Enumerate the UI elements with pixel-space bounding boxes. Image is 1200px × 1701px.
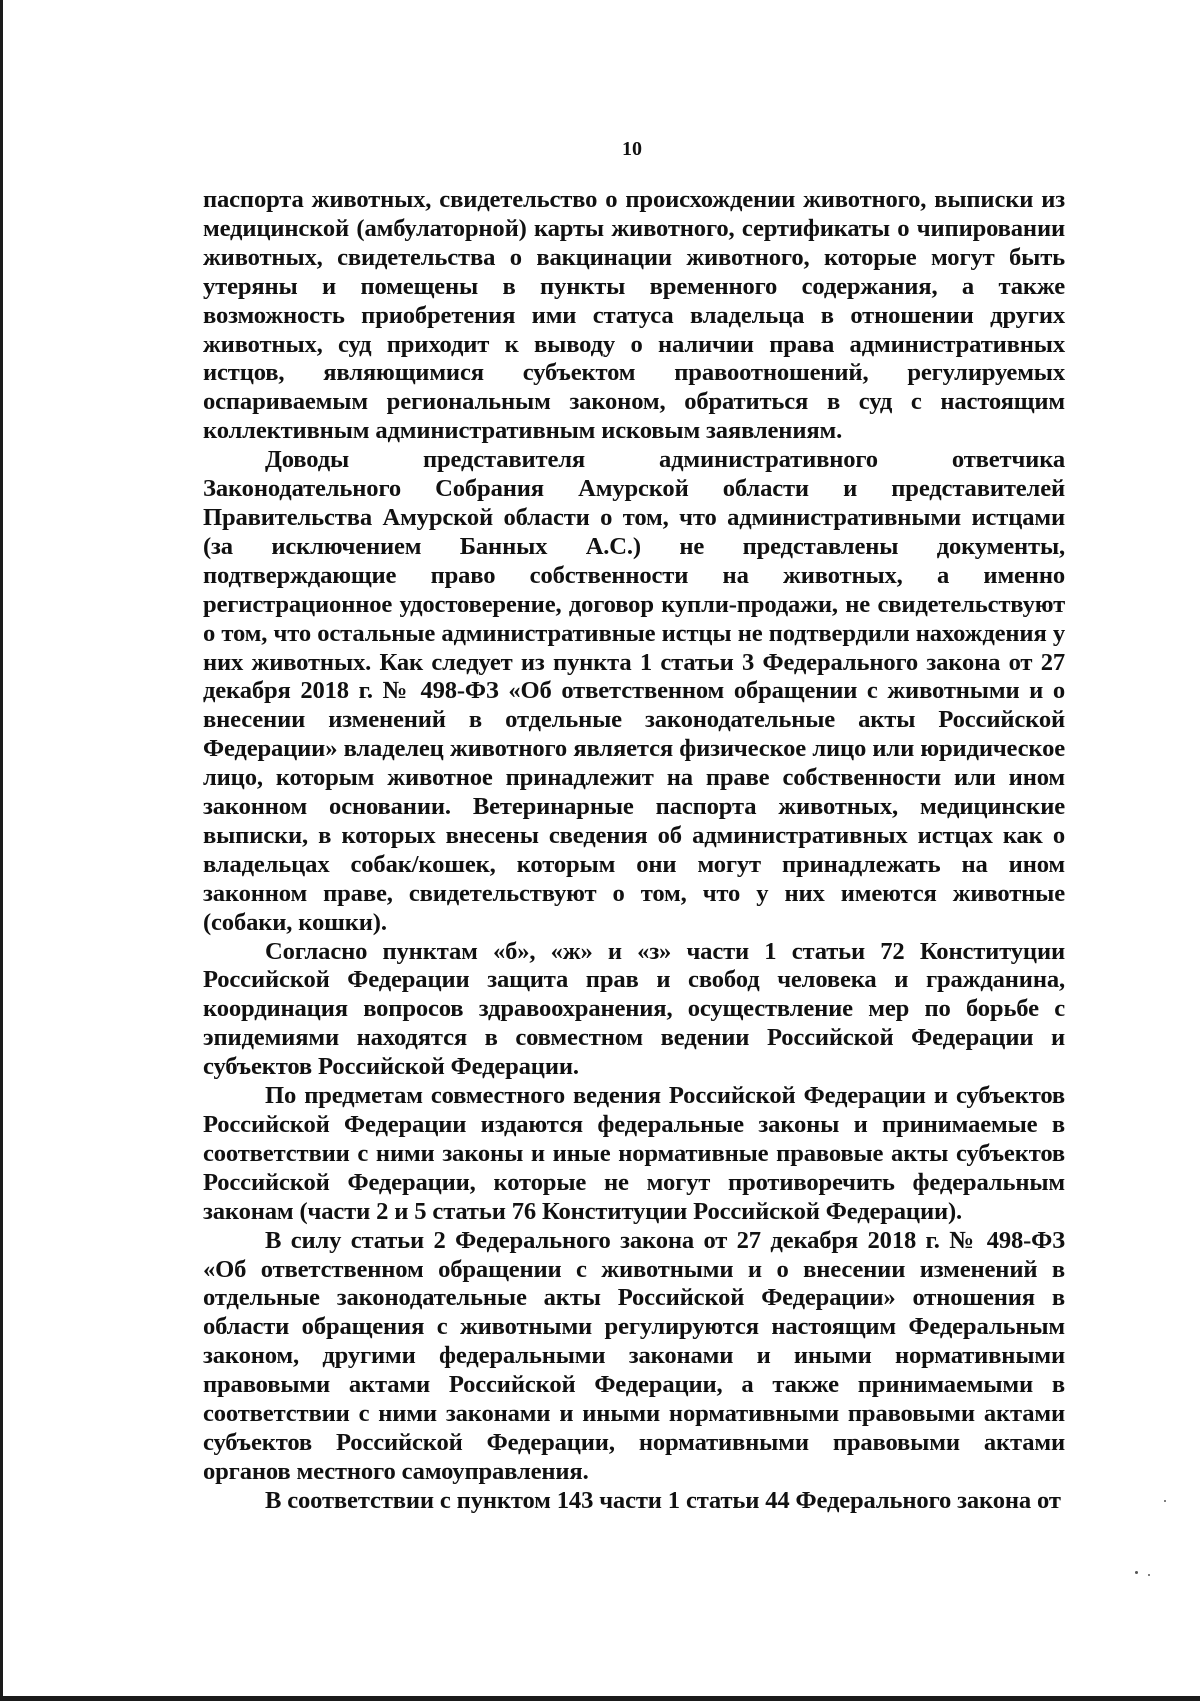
scan-edge-left bbox=[0, 0, 3, 1701]
paragraph-continued: паспорта животных, свидетельство о происхождении животного, выписки из медицинской (амбулаторной) карты животного, сертификаты о чипировании животных, свидетельства о вакцинации животного, которые могут быть утеряны и помещены в пункты временного содержания, а также возможность приобретения ими статуса владельца в отношении других животных, суд приходит к выводу о наличии права административных истцов, являющимися субъектом правоотношений, регулируемых оспариваемым региональным законом, обратиться в суд с настоящим коллективным административным исковым заявлениям. bbox=[203, 186, 1065, 445]
paragraph: Согласно пунктам «б», «ж» и «з» части 1 статьи 72 Конституции Российской Федерации защита прав и свобод человека и гражданина, координация вопросов здравоохранения, осуществление мер по борьбе с эпидемиями находятся в совместном ведении Российской Федерации и субъектов Российской Федерации. bbox=[203, 937, 1065, 1081]
document-body bbox=[203, 186, 1065, 1516]
scan-speck bbox=[1164, 1500, 1166, 1502]
paragraph: Доводы представителя административного ответчика Законодательного Собрания Амурской области и представителей Правительства Амурской области о том, что административными истцами (за исключением Банных А.С.) не представлены документы, подтверждающие право собственности на животных, а именно регистрационное удостоверение, договор купли-продажи, не свидетельствуют о том, что остальные административные истцы не подтвердили нахождения у них животных. Как следует из пункта 1 статьи 3 Федерального закона от 27 декабря 2018 г. № 498-ФЗ «Об ответственном обращении с животными и о внесении изменений в отдельные законодательные акты Российской Федерации» владелец животного является физическое лицо или юридическое лицо, которым животное принадлежит на праве собственности или ином законном основании. Ветеринарные паспорта животных, медицинские выписки, в которых внесены сведения об административных истцах как о владельцах собак/кошек, которым они могут принадлежать на ином законном праве, свидетельствуют о том, что у них имеются животные (собаки, кошки). bbox=[203, 446, 1065, 936]
paragraph: По предметам совместного ведения Российской Федерации и субъектов Российской Федерации издаются федеральные законы и принимаемые в соответствии с ними законы и иные нормативные правовые акты субъектов Российской Федерации, которые не могут противоречить федеральным законам (части 2 и 5 статьи 76 Конституции Российской Федерации). bbox=[203, 1082, 1065, 1225]
paragraph: В силу статьи 2 Федерального закона от 27 декабря 2018 г. № 498-ФЗ «Об ответственном обращении с животными и о внесении изменений в отдельные законодательные акты Российской Федерации» отношения в области обращения с животными регулируются настоящим Федеральным законом, другими федеральными законами и иными нормативными правовыми актами Российской Федерации, а также принимаемыми в соответствии с ними законами и иными нормативными правовыми актами субъектов Российской Федерации, нормативными правовыми актами органов местного самоуправления. bbox=[203, 1226, 1065, 1485]
scan-speck bbox=[1148, 1574, 1150, 1576]
scan-speck bbox=[1135, 1571, 1138, 1574]
scan-edge-bottom bbox=[0, 1696, 1200, 1701]
page-number: 10 bbox=[622, 138, 642, 160]
paragraph: В соответствии с пунктом 143 части 1 статьи 44 Федерального закона от bbox=[265, 1486, 1061, 1514]
